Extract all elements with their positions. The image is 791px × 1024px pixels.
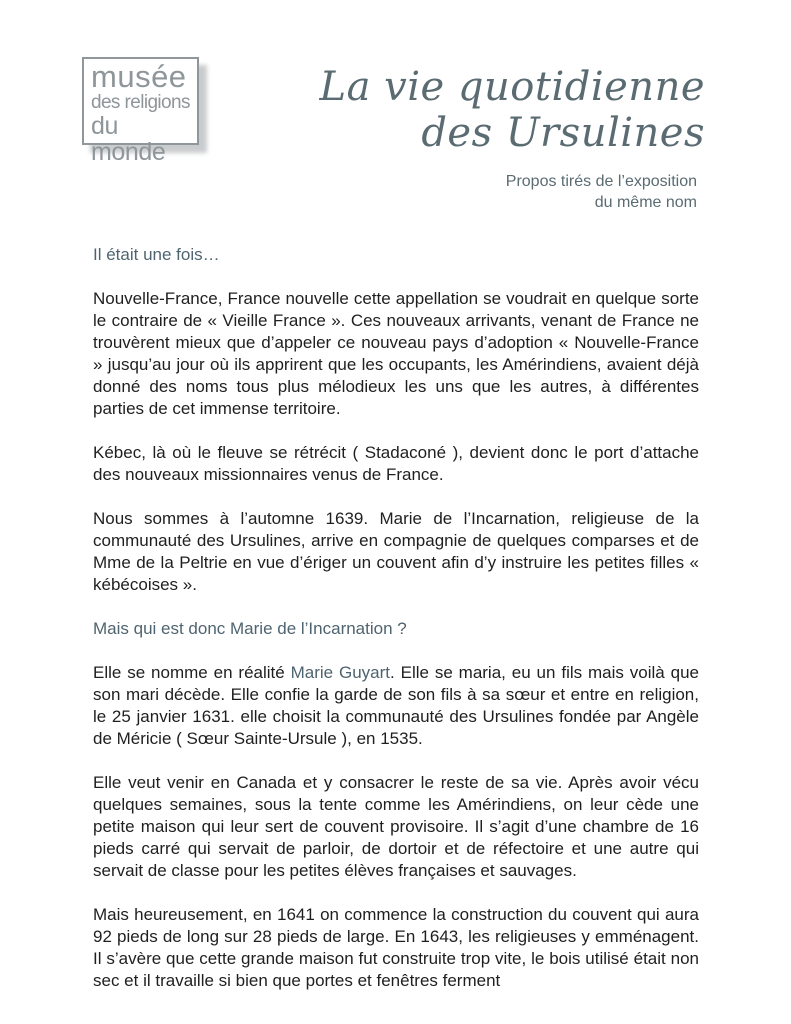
subtitle-line-2: du même nom [594, 194, 697, 211]
para4-text-before: Elle se nomme en réalité [93, 663, 291, 682]
paragraph-canada: Elle veut venir en Canada et y consacrer le reste de sa vie. Après avoir vécu quelques semaines, sous la tente comme les Amérindiens, on leur cède une petite maison qui leur sert de couvent provisoire. Il s’agit d’une chambre de 16 pieds carré qui servait de parloir, de dortoir et de réfectoire et une autre qui servait de classe pour les petites élèves françaises et sauvages. [93, 773, 699, 880]
paragraph-construction: Mais heureusement, en 1641 on commence la construction du couvent qui aura 92 pieds de long sur 28 pieds de large. En 1643, les religieuses y emménagent. Il s’avère que cette grande maison fut construite trop vite, le bois utilisé était non sec et il travaille si bien que portes et fenêtres ferment [93, 905, 699, 990]
title-line-1: La vie quotidienne [319, 64, 705, 110]
highlight-marie-guyart: Marie Guyart [290, 663, 390, 682]
museum-logo [82, 57, 199, 166]
para4-text-after: . Elle se maria, eu un fils mais voilà que son mari décède. Elle confie la garde de son fils à sa sœur et entre en religion, le 25 janvier 1631. elle choisit la communauté des Ursulines fondée par Angèle de Méricie ( Sœur Sainte-Ursule ), en 1535. [93, 663, 699, 748]
paragraph-automne-1639: Nous sommes à l’automne 1639. Marie de l’Incarnation, religieuse de la communauté des Ursulines, arrive en compagnie de quelques comparses et de Mme de la Peltrie en vue d’ériger un couvent afin d’y instruire les petites filles « kébécoises ». [93, 509, 699, 594]
logo-text-des-religions: des religions [91, 92, 190, 113]
section-heading-marie: Mais qui est donc Marie de l’Incarnation ? [93, 619, 407, 638]
paragraph-nouvelle-france: Nouvelle-France, France nouvelle cette appellation se voudrait en quelque sorte le contraire de « Vieille France ». Ces nouveaux arrivants, venant de France ne trouvèrent mieux que d’appeler ce nouveau pays d’adoption « Nouvelle-France » jusqu’au jour où ils apprirent que les occupants, les Amérindiens, avaient déjà donné des noms tous plus mélodieux les uns que les autres, à différentes parties de cet immense territoire. [93, 289, 699, 418]
page-subtitle [506, 171, 697, 213]
subtitle-line-1: Propos tirés de l’exposition [505, 173, 697, 190]
page-title [320, 64, 705, 156]
logo-text-musee: musée [91, 59, 187, 94]
document-body [93, 244, 699, 1014]
logo-text-du-monde: du monde [91, 112, 166, 166]
paragraph-kebec: Kébec, là où le fleuve se rétrécit ( Stadaconé ), devient donc le port d’attache des nouveaux missionnaires venus de France. [93, 443, 699, 484]
title-line-2: des Ursulines [421, 110, 705, 156]
logo-box [82, 57, 199, 166]
paragraph-marie-guyart [93, 662, 699, 750]
section-heading-intro: Il était une fois… [93, 245, 220, 264]
